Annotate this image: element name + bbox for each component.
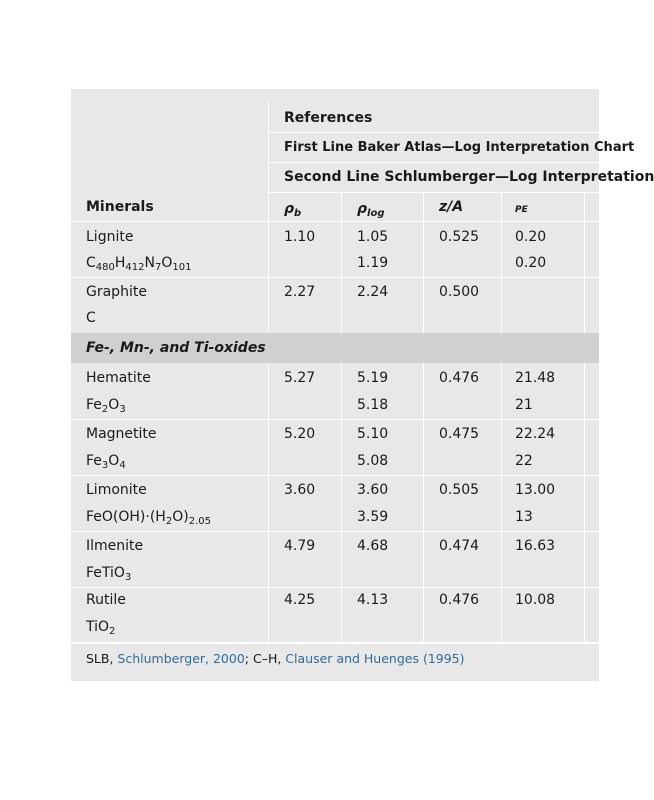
- za-value: 0.500: [439, 284, 480, 300]
- rho-log-value: 5.10: [357, 426, 389, 442]
- mineral-formula: $Fe_2O_3$: [86, 397, 126, 415]
- rho-log-value: 4.13: [357, 592, 389, 608]
- rho-b-value: 3.60: [284, 482, 316, 498]
- mineral-name: Limonite: [86, 482, 147, 498]
- rho-log-value: 5.19: [357, 370, 389, 386]
- pe-value: 22.24: [515, 426, 556, 442]
- rho-log-value: 1.19: [357, 255, 389, 271]
- schlumberger-citation-link[interactable]: Schlumberger, 2000: [117, 651, 245, 666]
- rho-b-value: 2.27: [284, 284, 316, 300]
- za-value: 0.476: [439, 370, 480, 386]
- references-heading: References: [284, 110, 373, 126]
- rho-log-value: 2.24: [357, 284, 389, 300]
- pe-value: 0.20: [515, 255, 547, 271]
- mineral-name: Graphite: [86, 284, 147, 300]
- first-line-note: First Line Baker Atlas—Log Interpretation Chart: [284, 140, 635, 155]
- mineral-name: Magnetite: [86, 426, 157, 442]
- second-line-note: Second Line Schlumberger—Log Interpretation: [284, 169, 654, 185]
- pe-value: 0.20: [515, 229, 547, 245]
- rho-log-column-header: $\rho_{log}$: [357, 201, 385, 219]
- mineral-name: Rutile: [86, 592, 126, 608]
- rho-b-value: 4.79: [284, 538, 316, 554]
- za-value: 0.505: [439, 482, 480, 498]
- mineral-formula: FeTiO$_3$: [86, 565, 132, 583]
- mineral-formula: $FeO(OH)\cdot(H_2O)_{2.05}$: [86, 509, 211, 527]
- mineral-name: Hematite: [86, 370, 151, 386]
- mineral-formula: $C_{480}H_{412}N_7O_{101}$: [86, 255, 192, 273]
- rho-log-value: 5.18: [357, 397, 389, 413]
- rho-log-value: 3.59: [357, 509, 389, 525]
- za-value: 0.525: [439, 229, 480, 245]
- pe-value: 13.00: [515, 482, 556, 498]
- rho-b-value: 5.20: [284, 426, 316, 442]
- pe-value: 16.63: [515, 538, 556, 554]
- mineral-formula: C: [86, 310, 96, 326]
- rho-b-value: 5.27: [284, 370, 316, 386]
- rho-log-value: 3.60: [357, 482, 389, 498]
- za-value: 0.475: [439, 426, 480, 442]
- pe-value: 21.48: [515, 370, 556, 386]
- minerals-column-header: Minerals: [86, 199, 154, 215]
- za-column-header: z/A: [439, 199, 464, 215]
- rho-log-value: 5.08: [357, 453, 389, 469]
- rho-log-value: 1.05: [357, 229, 389, 245]
- mineral-name: Lignite: [86, 229, 134, 245]
- za-value: 0.476: [439, 592, 480, 608]
- table-footnote: SLB, Schlumberger, 2000; C–H, Clauser and Huenges (1995): [86, 651, 465, 666]
- mineral-formula: $Fe_3O_4$: [86, 453, 126, 471]
- mineral-properties-table: [71, 89, 654, 681]
- mineral-formula: TiO$_2$: [86, 619, 116, 637]
- pe-value: 22: [515, 453, 533, 469]
- rho-b-value: 4.25: [284, 592, 316, 608]
- pe-value: 21: [515, 397, 533, 413]
- pe-value: 10.08: [515, 592, 556, 608]
- pe-value: 13: [515, 509, 533, 525]
- rho-log-value: 4.68: [357, 538, 389, 554]
- clauser-huenges-citation-link[interactable]: Clauser and Huenges (1995): [285, 651, 465, 666]
- section-title: Fe-, Mn-, and Ti-oxides: [86, 340, 266, 356]
- rho-b-column-header: $\rho_b$: [284, 201, 302, 219]
- rho-b-value: 1.10: [284, 229, 316, 245]
- mineral-name: Ilmenite: [86, 538, 144, 554]
- pe-column-header: PE: [515, 205, 528, 215]
- za-value: 0.474: [439, 538, 480, 554]
